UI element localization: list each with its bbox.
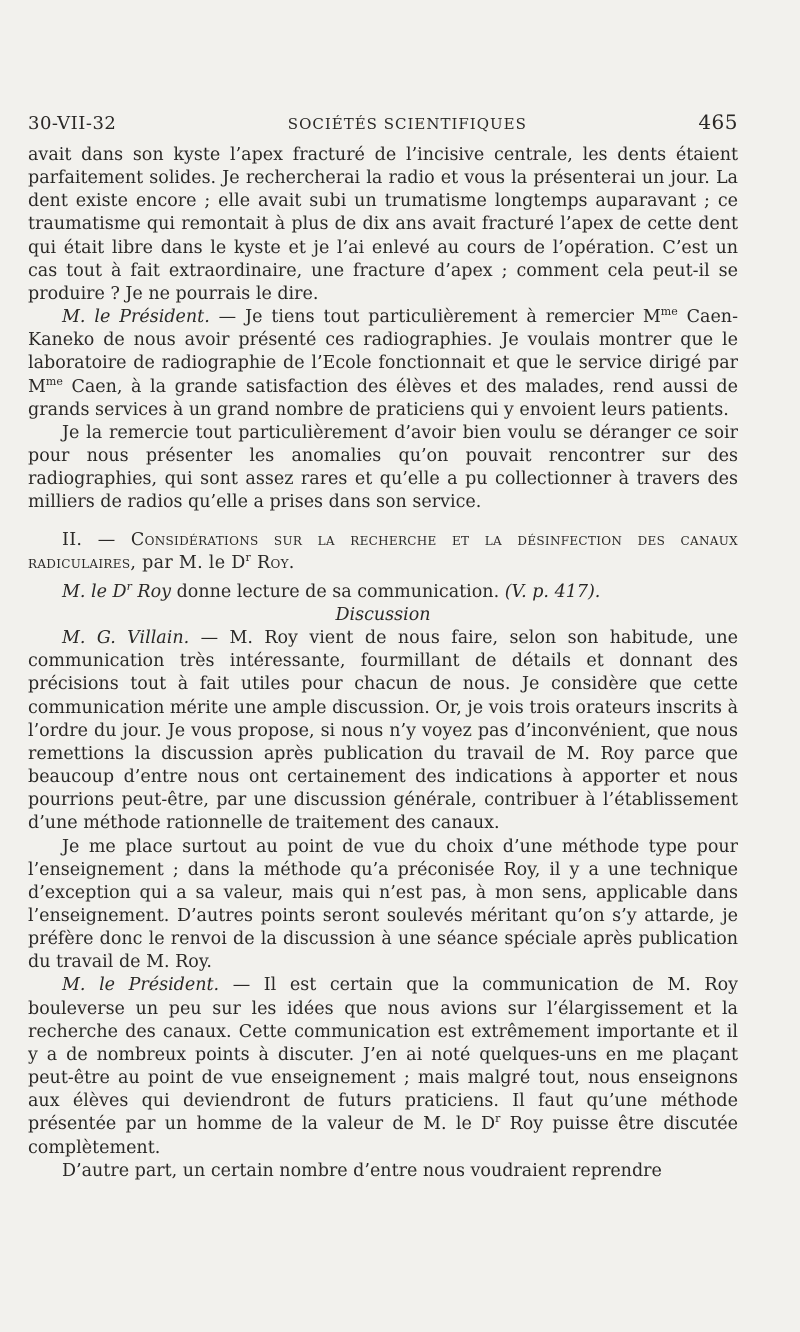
- paragraph-text: Caen-Kaneko de nous avoir présenté ces radiographies. Je voulais montrer que le laboratoire de radiographie de l’Ecole fonctionnait et que le service dirigé par M: [28, 307, 738, 397]
- section-heading: [28, 529, 738, 575]
- heading-number: II. —: [62, 529, 131, 550]
- heading-author: Roy.: [251, 552, 295, 573]
- document-page: [28, 110, 738, 1183]
- superscript: r: [245, 550, 252, 564]
- speaker-label: M. G. Villain.: [62, 628, 190, 649]
- speaker-label: M. le Président.: [62, 975, 220, 996]
- heading-title: Considérations sur la recherche et la désinfection des canaux radiculaires: [28, 529, 738, 573]
- body-text: [28, 144, 738, 1183]
- paragraph-text: donne lecture de sa communication.: [171, 581, 505, 602]
- paragraph-8: D’autre part, un certain nombre d’entre nous voudraient reprendre: [62, 1160, 662, 1181]
- header-date: 30-VII-32: [28, 113, 117, 134]
- paragraph-4: [28, 581, 738, 604]
- superscript: me: [660, 305, 678, 319]
- paragraph-1: avait dans son kyste l’apex fracturé de l’incisive centrale, les dents étaient parfaitement solides. Je rechercherai la radio et vous la présenterai un jour. La dent existe encore ; elle avait subi un trumatisme longtemps auparavant ; ce traumatisme qui remontait à plus de dix ans avait fracturé l’apex de cette dent qui était libre dans le kyste et je l’ai enlevé au cours de l’opération. C’est un cas tout à fait extraordinaire, une fracture d’apex ; comment cela peut-il se produire ? Je ne pourrais le dire.: [28, 145, 738, 304]
- speaker-label: M. le Président.: [62, 307, 210, 328]
- paragraph-5: [28, 627, 738, 835]
- superscript: me: [45, 374, 63, 388]
- superscript: r: [495, 1112, 501, 1126]
- heading-author-prefix: , par M. le D: [130, 552, 246, 573]
- paragraph-6: Je me place surtout au point de vue du choix d’une méthode type pour l’enseignement ; dans la méthode qu’a préconisée Roy, il y a une technique d’exception qui a sa valeur, mais qui n’est pas, à mon sens, applicable dans l’enseignement. D’autres points seront soulevés méritant qu’on s’y attarde, je préfère donc le renvoi de la discussion à une séance spéciale après publication du travail de M. Roy.: [28, 836, 738, 973]
- paragraph-2: [28, 306, 738, 422]
- running-header: [28, 110, 738, 134]
- paragraph-text: Roy puisse être discutée complètement.: [28, 1114, 738, 1158]
- superscript: r: [126, 579, 132, 593]
- paragraph-7: [28, 974, 738, 1159]
- paragraph-text: — Il est certain que la communication de M. Roy bouleverse un peu sur les idées que nous avions sur l’élargissement et la recherche des canaux. Cette communication est extrêmement importante et il y a de nombreux points à discuter. J’en ai noté quelques-uns en me plaçant peut-être au point de vue enseignement ; mais malgré tout, nous enseignons aux élèves qui deviendront de futurs praticiens. Il faut qu’une méthode présentée par un homme de la valeur de M. le D: [28, 975, 739, 1135]
- speaker-label: M. le D: [62, 581, 127, 602]
- page-number: 465: [698, 110, 738, 134]
- paragraph-3: Je la remercie tout particulièrement d’avoir bien voulu se déranger ce soir pour nous présenter les anomalies qu’on pouvait rencontrer sur des radiographies, qui sont assez rares et qu’elle a pu collectionner à travers des milliers de radios qu’elle a prises dans son service.: [28, 422, 738, 513]
- speaker-name: Roy: [131, 581, 172, 602]
- header-title: SOCIÉTÉS SCIENTIFIQUES: [287, 115, 527, 133]
- paragraph-text: Caen, à la grande satisfaction des élèves et des malades, rend aussi de grands services à un grand nombre de praticiens qui y envoient leurs patients.: [28, 376, 738, 420]
- discussion-heading: Discussion: [335, 604, 431, 625]
- paragraph-text: — Je tiens tout particulièrement à remercier M: [209, 307, 661, 328]
- page-reference: (V. p. 417).: [504, 581, 601, 602]
- paragraph-text: — M. Roy vient de nous faire, selon son habitude, une communication très intéressante, fourmillant de détails et donnant des précisions tout à fait utiles pour chacun de nous. Je considère que cette communication mérite une ample discussion. Or, je vois trois orateurs inscrits à l’ordre du jour. Je vous propose, si nous n’y voyez pas d’inconvénient, que nous remettions la discussion après publication du travail de M. Roy parce que beaucoup d’entre nous ont certainement des indications à apporter et nous pourrions peut-être, par une discussion générale, contribuer à l’établissement d’une méthode rationnelle de traitement des canaux.: [28, 628, 738, 834]
